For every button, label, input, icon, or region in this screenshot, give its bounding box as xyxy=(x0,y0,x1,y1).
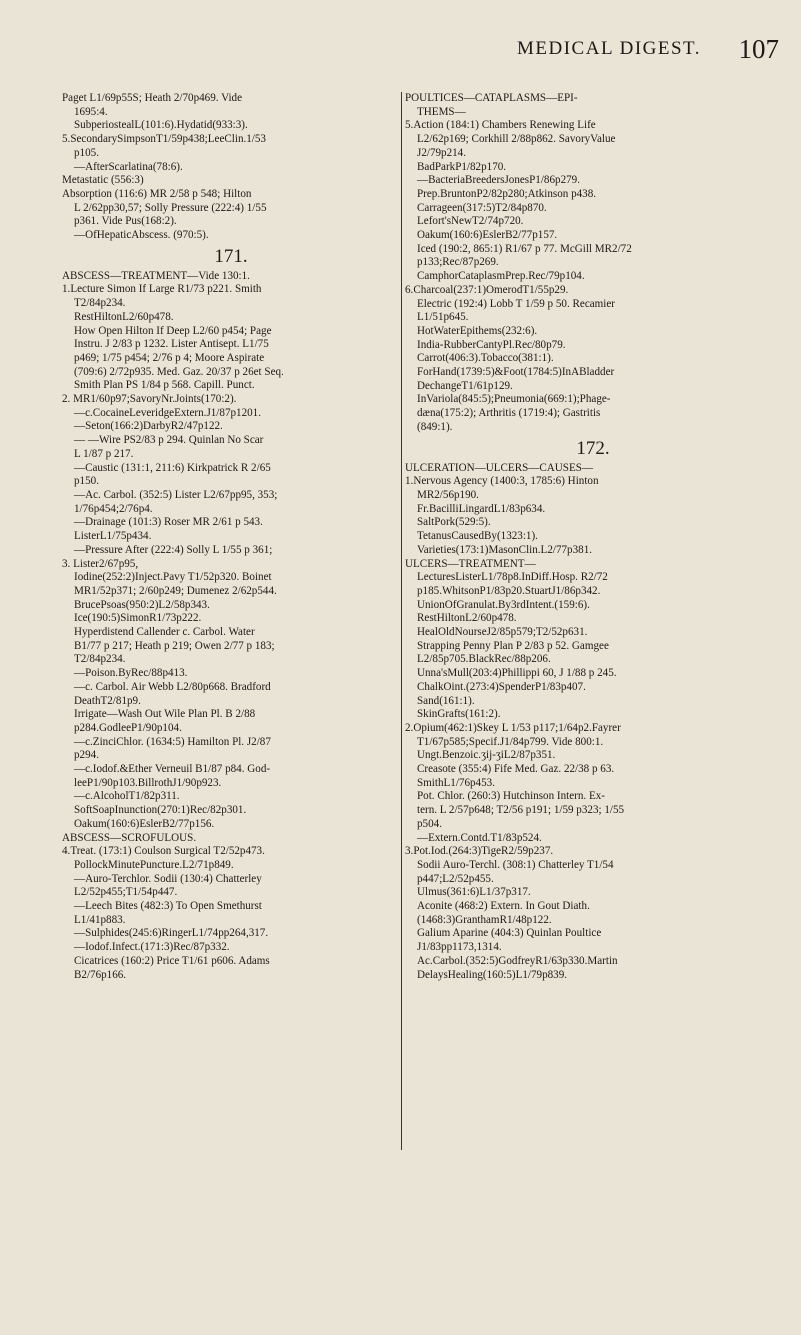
index-entry-line: UnionOfGranulat.By3rdIntent.(159:6). xyxy=(417,598,590,611)
index-entry-line: p284.GodleeP1/90p104. xyxy=(74,721,182,734)
index-entry-line: 1695:4. xyxy=(74,105,108,118)
index-entry-line: Iced (190:2, 865:1) R1/67 p 77. McGill MR2/72 xyxy=(417,242,632,255)
index-entry-line: L2/62p169; Corkhill 2/88p862. SavoryValue xyxy=(417,133,616,146)
index-entry-line: p185.WhitsonP1/83p20.StuartJ1/86p342. xyxy=(417,584,601,597)
index-entry-line: —Caustic (131:1, 211:6) Kirkpatrick R 2/65 xyxy=(74,461,271,474)
index-entry-line: p361. Vide Pus(168:2). xyxy=(74,215,177,228)
index-entry-line: —Leech Bites (482:3) To Open Smethurst xyxy=(74,900,262,913)
index-entry-line: Prep.BruntonP2/82p280;Atkinson p438. xyxy=(417,187,597,200)
index-entry-line: —AfterScarlatina(78:6). xyxy=(74,160,183,173)
section-number: 171. xyxy=(214,245,248,267)
index-entry-line: SubperiostealL(101:6).Hydatid(933:3). xyxy=(74,119,248,132)
index-entry-line: J2/79p214. xyxy=(417,146,467,159)
index-entry-line: HotWaterEpithems(232:6). xyxy=(417,324,538,337)
index-entry-line: leeP1/90p103.BillrothJ1/90p923. xyxy=(74,776,222,789)
index-entry-line: —Seton(166:2)DarbyR2/47p122. xyxy=(74,420,223,433)
right-column xyxy=(405,92,781,982)
index-entry-line: Lefort'sNewT2/74p720. xyxy=(417,215,524,228)
index-entry-line: p504. xyxy=(417,817,442,830)
index-entry-line: 6.Charcoal(237:1)OmerodT1/55p29. xyxy=(405,283,569,296)
index-entry-line: ABSCESS—TREATMENT—Vide 130:1. xyxy=(62,269,250,282)
index-entry-line: J1/83pp1173,1314. xyxy=(417,941,502,954)
index-entry-line: —Pressure After (222:4) Solly L 1/55 p 361; xyxy=(74,543,273,556)
index-entry-line: Strapping Penny Plan P 2/83 p 52. Gamgee xyxy=(417,639,609,652)
index-entry-line: L2/52p455;T1/54p447. xyxy=(74,886,178,899)
section-number: 172. xyxy=(576,437,610,459)
index-entry-line: tern. L 2/57p648; T2/56 p191; 1/59 p323; 1/55 xyxy=(417,804,625,817)
index-entry-line: (849:1). xyxy=(417,420,453,433)
left-column xyxy=(62,92,400,982)
index-entry-line: Iodine(252:2)Inject.Pavy T1/52p320. Boinet xyxy=(74,571,272,584)
index-entry-line: ListerL1/75p434. xyxy=(74,530,152,543)
index-entry-line: Metastatic (556:3) xyxy=(62,174,144,187)
index-entry-line: ForHand(1739:5)&Foot(1784:5)InABladder xyxy=(417,366,615,379)
index-entry-line: —Drainage (101:3) Roser MR 2/61 p 543. xyxy=(74,516,263,529)
index-entry-line: Varieties(173:1)MasonClin.L2/77p381. xyxy=(417,543,593,556)
index-entry-line: BadParkP1/82p170. xyxy=(417,160,507,173)
index-entry-line: p294. xyxy=(74,749,99,762)
index-entry-line: Paget L1/69p55S; Heath 2/70p469. Vide xyxy=(62,92,243,104)
index-entry-line: p150. xyxy=(74,475,99,488)
index-entry-line: T2/84p234. xyxy=(74,653,126,666)
index-entry-line: —c.ZinciChlor. (1634:5) Hamilton Pl. J2/87 xyxy=(74,735,271,748)
index-entry-line: p469; 1/75 p454; 2/76 p 4; Moore Aspirate xyxy=(74,351,265,364)
index-entry-line: Sodii Auro-Terchl. (308:1) Chatterley T1/54 xyxy=(417,858,614,871)
index-entry-line: 5.SecondarySimpsonT1/59p438;LeeClin.1/53 xyxy=(62,133,266,146)
index-entry-line: B2/76p166. xyxy=(74,968,127,981)
index-entry-line: p447;L2/52p455. xyxy=(417,872,494,885)
index-entry-line: Smith Plan PS 1/84 p 568. Capill. Punct. xyxy=(74,379,255,392)
index-entry-line: Oakum(160:6)EslerB2/77p157. xyxy=(417,229,558,242)
index-entry-line: BrucePsoas(950:2)L2/58p343. xyxy=(74,598,210,611)
index-entry-line: RestHiltonL2/60p478. xyxy=(74,310,174,323)
index-entry-line: HealOldNourseJ2/85p579;T2/52p631. xyxy=(417,626,588,639)
index-entry-line: 1.Lecture Simon If Large R1/73 p221. Smith xyxy=(62,283,262,296)
column-divider xyxy=(401,92,402,1150)
index-entry-line: Galium Aparine (404:3) Quinlan Poultice xyxy=(417,927,602,940)
index-entry-line: Ac.Carbol.(352:5)GodfreyR1/63p330.Martin xyxy=(417,954,618,967)
index-entry-line: dæna(175:2); Arthritis (1719:4); Gastritis xyxy=(417,407,601,420)
index-entry-line: ChalkOint.(273:4)SpenderP1/83p407. xyxy=(417,680,586,693)
index-entry-line: DechangeT1/61p129. xyxy=(417,379,513,392)
index-entry-line: Oakum(160:6)EslerB2/77p156. xyxy=(74,817,215,830)
index-entry-line: 3. Lister2/67p95, xyxy=(62,557,139,570)
index-entry-line: DeathT2/81p9. xyxy=(74,694,141,707)
index-entry-line: T1/67p585;Specif.J1/84p799. Vide 800:1. xyxy=(417,735,604,748)
index-entry-line: ULCERATION—ULCERS—CAUSES— xyxy=(405,461,593,474)
index-entry-line: —Auro-Terchlor. Sodii (130:4) Chatterley xyxy=(74,872,262,885)
index-entry-line: Ice(190:5)SimonR1/73p222. xyxy=(74,612,202,625)
index-entry-line: ABSCESS—SCROFULOUS. xyxy=(62,831,197,844)
index-entry-line: L 2/62pp30,57; Solly Pressure (222:4) 1/55 xyxy=(74,201,267,214)
index-entry-line: POULTICES—CATAPLASMS—EPI- xyxy=(405,92,578,104)
index-entry-line: L1/41p883. xyxy=(74,913,126,926)
index-entry-line: —c.AlcoholT1/82p311. xyxy=(74,790,180,803)
index-entry-line: SoftSoapInunction(270:1)Rec/82p301. xyxy=(74,804,247,817)
index-entry-line: How Open Hilton If Deep L2/60 p454; Page xyxy=(74,324,272,337)
index-entry-line: MR2/56p190. xyxy=(417,488,479,501)
index-entry-line: Cicatrices (160:2) Price T1/61 p606. Adams xyxy=(74,954,270,967)
index-entry-line: Hyperdistend Callender c. Carbol. Water xyxy=(74,626,255,639)
index-entry-line: (709:6) 2/72p935. Med. Gaz. 20/37 p 26et Seq. xyxy=(74,365,284,378)
index-entry-line: Carrageen(317:5)T2/84p870. xyxy=(417,201,547,214)
index-entry-line: (1468:3)GranthamR1/48p122. xyxy=(417,913,552,926)
index-entry-line: Electric (192:4) Lobb T 1/59 p 50. Recamier xyxy=(417,297,615,310)
index-entry-line: India-RubberCantyPl.Rec/80p79. xyxy=(417,338,566,351)
index-entry-line: Fr.BacilliLingardL1/83p634. xyxy=(417,502,546,515)
index-entry-line: T2/84p234. xyxy=(74,297,126,310)
index-entry-line: —c. Carbol. Air Webb L2/80p668. Bradford xyxy=(74,680,271,693)
index-entry-line: 2. MR1/60p97;SavoryNr.Joints(170:2). xyxy=(62,393,237,406)
index-entry-line: 3.Pot.Iod.(264:3)TigeR2/59p237. xyxy=(405,845,554,858)
index-entry-line: Aconite (468:2) Extern. In Gout Diath. xyxy=(417,900,590,913)
index-entry-line: Unna'sMull(203:4)Phillippi 60, J 1/88 p 245. xyxy=(417,667,617,680)
index-entry-line: 4.Treat. (173:1) Coulson Surgical T2/52p473. xyxy=(62,845,265,858)
index-entry-line: — —Wire PS2/83 p 294. Quinlan No Scar xyxy=(74,434,264,447)
index-entry-line: 1/76p454;2/76p4. xyxy=(74,502,153,515)
index-entry-line: Absorption (116:6) MR 2/58 p 548; Hilton xyxy=(62,187,252,200)
running-title: MEDICAL DIGEST. xyxy=(517,38,701,59)
index-entry-line: THEMS— xyxy=(417,105,466,118)
index-entry-line: Ungt.Benzoic.ʒij-ʒiL2/87p351. xyxy=(417,749,556,762)
index-entry-line: —Iodof.Infect.(171:3)Rec/87p332. xyxy=(74,941,230,954)
index-entry-line: Ulmus(361:6)L1/37p317. xyxy=(417,886,531,899)
index-entry-line: InVariola(845:5);Pneumonia(669:1);Phage- xyxy=(417,393,611,406)
index-entry-line: Pot. Chlor. (260:3) Hutchinson Intern. Ex- xyxy=(417,790,605,803)
index-entry-line: RestHiltonL2/60p478. xyxy=(417,612,517,625)
index-entry-line: LecturesListerL1/78p8.InDiff.Hosp. R2/72 xyxy=(417,571,608,584)
index-entry-line: L1/51p645. xyxy=(417,311,469,324)
index-entry-line: —c.Iodof.&Ether Verneuil B1/87 p84. God- xyxy=(74,763,271,776)
index-entry-line: CamphorCataplasmPrep.Rec/79p104. xyxy=(417,270,585,283)
index-entry-line: p133;Rec/87p269. xyxy=(417,256,499,269)
index-entry-line: Creasote (355:4) Fife Med. Gaz. 22/38 p 63. xyxy=(417,763,615,776)
page-header xyxy=(62,36,779,76)
index-entry-line: SkinGrafts(161:2). xyxy=(417,708,501,721)
index-entry-line: 1.Nervous Agency (1400:3, 1785:6) Hinton xyxy=(405,475,599,488)
index-entry-line: DelaysHealing(160:5)L1/79p839. xyxy=(417,968,568,981)
index-entry-line: SaltPork(529:5). xyxy=(417,516,491,529)
index-entry-line: ULCERS—TREATMENT— xyxy=(405,557,536,570)
index-entry-line: —Poison.ByRec/88p413. xyxy=(74,667,188,680)
index-entry-line: p105. xyxy=(74,146,99,159)
index-entry-line: L 1/87 p 217. xyxy=(74,447,134,460)
index-entry-line: Sand(161:1). xyxy=(417,694,475,707)
index-entry-line: —Ac. Carbol. (352:5) Lister L2/67pp95, 353; xyxy=(74,488,278,501)
index-entry-line: 5.Action (184:1) Chambers Renewing Life xyxy=(405,119,596,132)
index-entry-line: B1/77 p 217; Heath p 219; Owen 2/77 p 183; xyxy=(74,639,275,652)
index-entry-line: Instru. J 2/83 p 1232. Lister Antisept. L1/75 xyxy=(74,338,269,351)
index-entry-line: Carrot(406:3).Tobacco(381:1). xyxy=(417,352,554,365)
index-entry-line: —Sulphides(245:6)RingerL1/74pp264,317. xyxy=(74,927,269,940)
index-entry-line: —BacteriaBreedersJonesP1/86p279. xyxy=(417,174,580,187)
index-entry-line: L2/85p705.BlackRec/88p206. xyxy=(417,653,551,666)
index-entry-line: MR1/52p371; 2/60p249; Dumenez 2/62p544. xyxy=(74,584,277,597)
index-entry-line: —OfHepaticAbscess. (970:5). xyxy=(74,229,209,242)
index-entry-line: 2.Opium(462:1)Skey L 1/53 p117;1/64p2.Fayrer xyxy=(405,721,621,734)
index-entry-line: —c.CocaineLeveridgeExtern.J1/87p1201. xyxy=(74,406,261,419)
index-entry-line: Irrigate—Wash Out Wile Plan Pl. B 2/88 xyxy=(74,708,256,721)
index-entry-line: SmithL1/76p453. xyxy=(417,776,495,789)
index-entry-line: TetanusCausedBy(1323:1). xyxy=(417,530,538,543)
page-number: 107 xyxy=(738,34,779,64)
index-entry-line: —Extern.Contd.T1/83p524. xyxy=(417,831,542,844)
index-entry-line: PollockMinutePuncture.L2/71p849. xyxy=(74,858,234,871)
